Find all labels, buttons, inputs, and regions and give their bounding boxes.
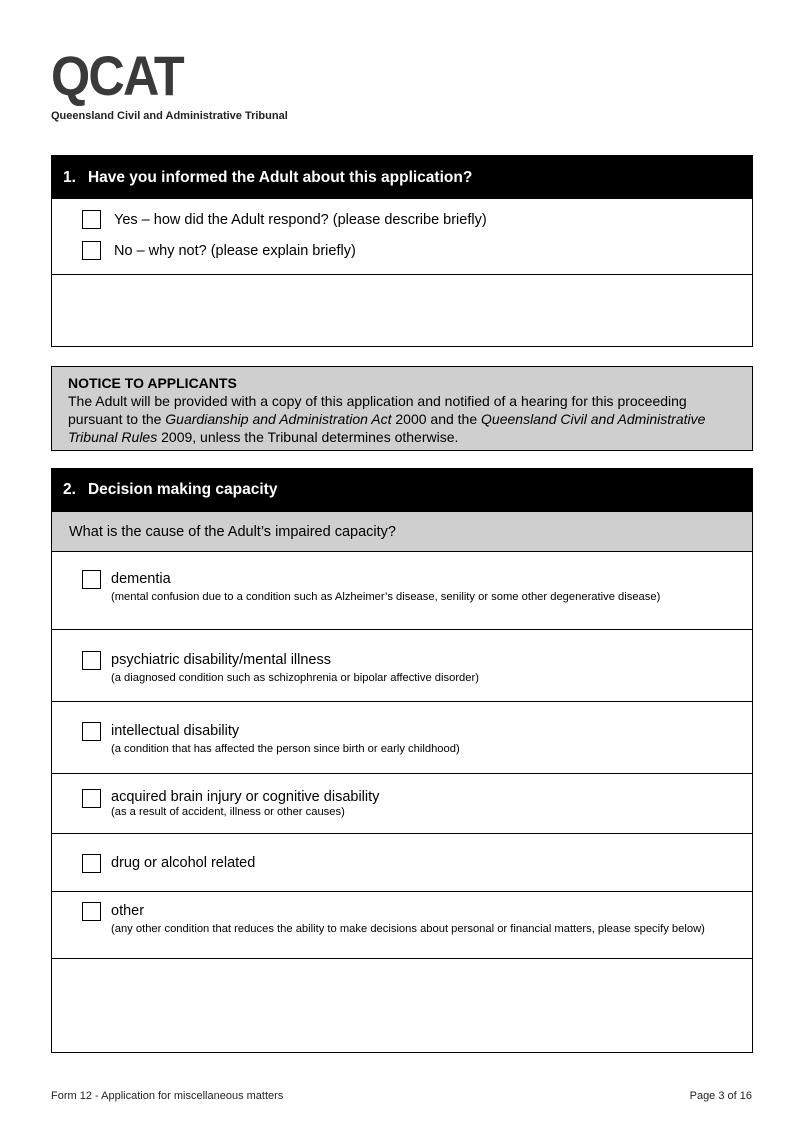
option-other-description: (any other condition that reduces the ability to make decisions about personal or financial matters, please specify below) xyxy=(111,923,705,935)
notice-text-2: 2000 and the xyxy=(391,411,482,427)
section-2-header xyxy=(52,469,752,511)
option-psychiatric-description: (a diagnosed condition such as schizophrenia or bipolar affective disorder) xyxy=(111,672,479,684)
section-1-number: 1. xyxy=(63,168,76,186)
section-2-question xyxy=(52,511,752,551)
option-dementia-text xyxy=(111,570,660,606)
option-dementia-label: dementia xyxy=(111,571,171,587)
option-row-dementia xyxy=(52,551,752,629)
checkbox-intellectual[interactable] xyxy=(82,722,101,741)
footer-page-number: Page 3 of 16 xyxy=(689,1090,752,1102)
notice-rules-name: Queensland Civil and Administrative Tribunal Rules xyxy=(68,411,706,445)
other-specify-field[interactable] xyxy=(52,958,752,1052)
notice-text-3: 2009, unless the Tribunal determines otherwise. xyxy=(157,429,459,445)
option-row-psychiatric xyxy=(52,629,752,701)
notice-act-name: Guardianship and Administration Act xyxy=(165,411,392,427)
organisation-name: Queensland Civil and Administrative Tribunal xyxy=(51,110,288,122)
option-intellectual-description: (a condition that has affected the person since birth or early childhood) xyxy=(111,743,460,755)
option-brain-injury-description: (as a result of accident, illness or other causes) xyxy=(111,806,345,818)
option-dementia xyxy=(82,570,660,606)
option-row-other xyxy=(52,891,752,958)
option-row-drug-alcohol xyxy=(52,833,752,891)
option-psychiatric xyxy=(82,651,479,687)
option-yes xyxy=(82,210,487,229)
option-brain-injury xyxy=(82,789,379,819)
checkbox-yes[interactable] xyxy=(82,210,101,229)
section-2-title: Decision making capacity xyxy=(87,481,278,498)
option-dementia-description: (mental confusion due to a condition such as Alzheimer’s disease, senility or some other degenerative disease) xyxy=(111,591,661,603)
checkbox-psychiatric[interactable] xyxy=(82,651,101,670)
option-brain-injury-text xyxy=(111,789,379,819)
checkbox-other[interactable] xyxy=(82,902,101,921)
option-other-text xyxy=(111,902,705,938)
option-intellectual xyxy=(82,722,460,758)
notice-body xyxy=(68,392,736,446)
option-row-brain-injury xyxy=(52,773,752,833)
section-1-header xyxy=(52,156,752,199)
option-psychiatric-text xyxy=(111,651,479,687)
question-text: What is the cause of the Adult’s impaired capacity? xyxy=(69,523,396,540)
option-drug-alcohol-text xyxy=(111,854,255,872)
option-row-intellectual xyxy=(52,701,752,773)
option-other xyxy=(82,902,722,938)
option-brain-injury-label: acquired brain injury or cognitive disability xyxy=(111,789,380,805)
option-yes-label: Yes – how did the Adult respond? (please describe briefly) xyxy=(114,211,487,228)
section-2 xyxy=(51,468,753,1053)
notice-text-1: The Adult will be provided with a copy of this application and notified of a hearing for this proceeding pursuant to the xyxy=(68,393,687,427)
qcat-logo xyxy=(51,44,198,107)
section-1 xyxy=(51,155,753,347)
option-no xyxy=(82,241,356,260)
footer-form-name: Form 12 - Application for miscellaneous matters xyxy=(51,1090,284,1102)
section-1-title: Have you informed the Adult about this application? xyxy=(87,168,473,186)
logo-text: QCAT xyxy=(51,44,183,107)
option-intellectual-text xyxy=(111,722,460,758)
option-intellectual-label: intellectual disability xyxy=(111,723,240,739)
notice-to-applicants xyxy=(51,366,753,451)
option-other-label: other xyxy=(111,903,145,919)
checkbox-no[interactable] xyxy=(82,241,101,260)
checkbox-dementia[interactable] xyxy=(82,570,101,589)
section-2-number: 2. xyxy=(63,481,76,498)
section-1-answer-field[interactable] xyxy=(52,274,752,346)
option-drug-alcohol-label: drug or alcohol related xyxy=(111,855,256,871)
option-no-label: No – why not? (please explain briefly) xyxy=(114,242,356,259)
checkbox-brain-injury[interactable] xyxy=(82,789,101,808)
option-drug-alcohol xyxy=(82,854,255,873)
checkbox-drug-alcohol[interactable] xyxy=(82,854,101,873)
option-psychiatric-label: psychiatric disability/mental illness xyxy=(111,652,331,668)
notice-title: NOTICE TO APPLICANTS xyxy=(68,375,237,391)
